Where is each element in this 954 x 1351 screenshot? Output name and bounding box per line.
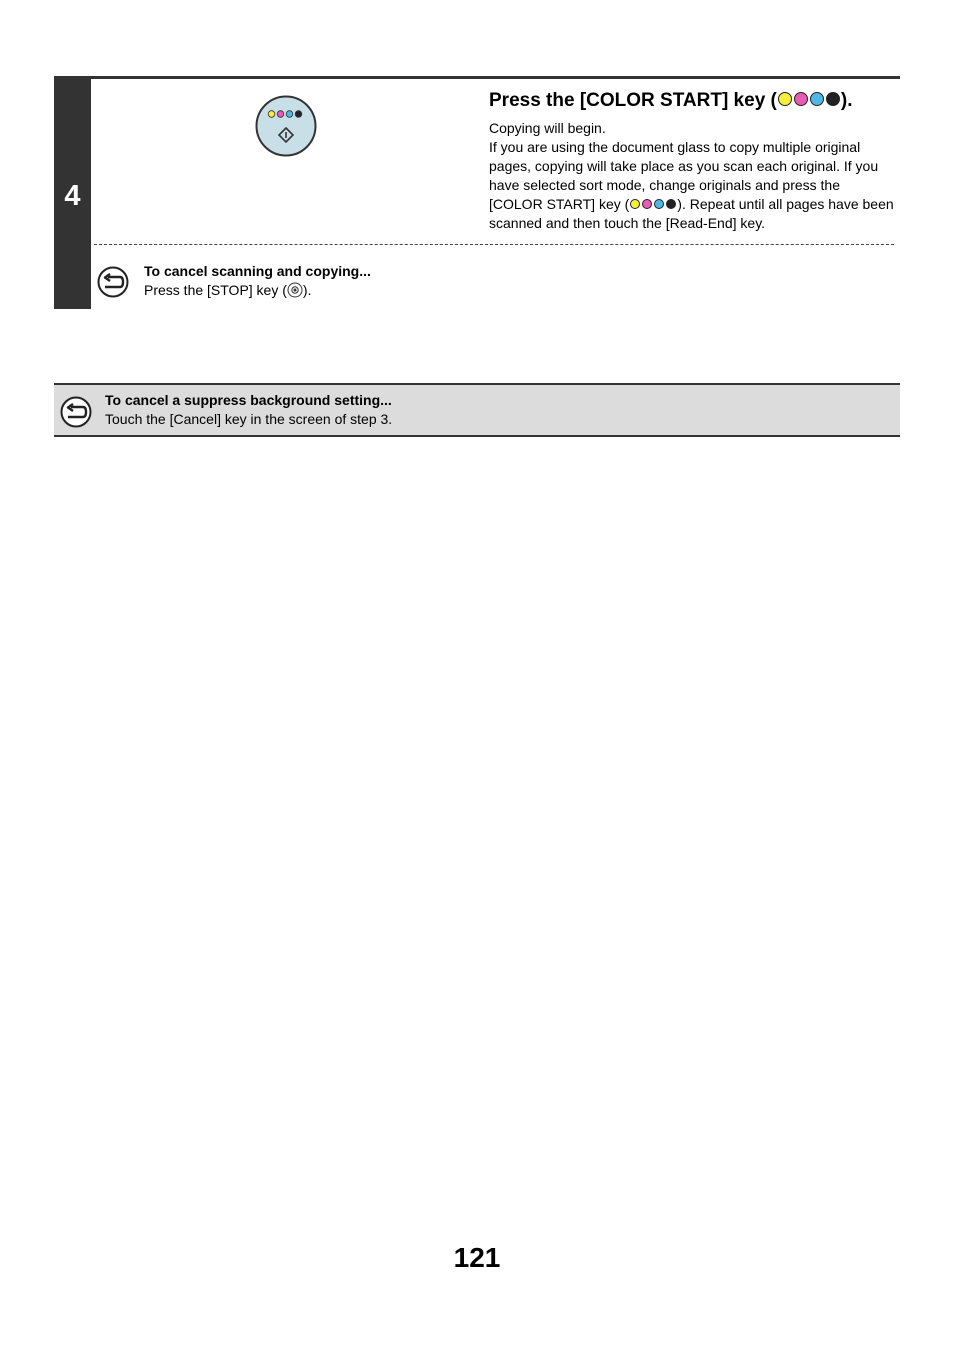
page-number: 121: [453, 1242, 501, 1273]
color-start-dots-icon: [629, 196, 677, 212]
step-instruction: [489, 89, 894, 233]
suppress-note-text-block: [105, 391, 885, 429]
step-body-line1: Copying will begin.: [489, 120, 606, 136]
step-body-paragraph: [489, 138, 894, 233]
step-title-text: Press the [COLOR START] key (: [489, 90, 777, 111]
step-number: 4: [64, 180, 81, 212]
color-start-dots-icon: [777, 90, 841, 111]
cancel-scanning-text-a: Press the [STOP] key (: [144, 282, 287, 298]
step-top-rule: [54, 76, 900, 79]
step-body-text-a: If you are using the document glass to copy multiple original pages, copying will take place as you scan each original. If you have selected sort mode, change originals and press the [COLOR START] key (: [489, 139, 879, 212]
color-start-key-icon: [255, 95, 317, 157]
step-number-bar: [54, 76, 91, 309]
suppress-note-text: Touch the [Cancel] key in the screen of step 3.: [105, 411, 393, 427]
step-body-text-b: ). Repeat until all pages have been scanned and then touch the [Read-End] key.: [489, 196, 894, 231]
return-arrow-icon: [97, 266, 129, 298]
suppress-background-note: [54, 383, 900, 437]
step-title-end: ).: [840, 90, 853, 111]
return-arrow-icon: [60, 396, 92, 428]
step-title: [489, 89, 894, 113]
cancel-scanning-text-b: ).: [302, 282, 312, 298]
cancel-scanning-note: [144, 262, 844, 300]
cancel-scanning-title: To cancel scanning and copying...: [144, 263, 371, 279]
suppress-note-title: To cancel a suppress background setting...: [105, 392, 392, 408]
cancel-scanning-text: [144, 281, 844, 300]
stop-key-icon: [287, 282, 303, 298]
step-4-block: [54, 76, 900, 309]
dashed-separator: [94, 244, 894, 245]
